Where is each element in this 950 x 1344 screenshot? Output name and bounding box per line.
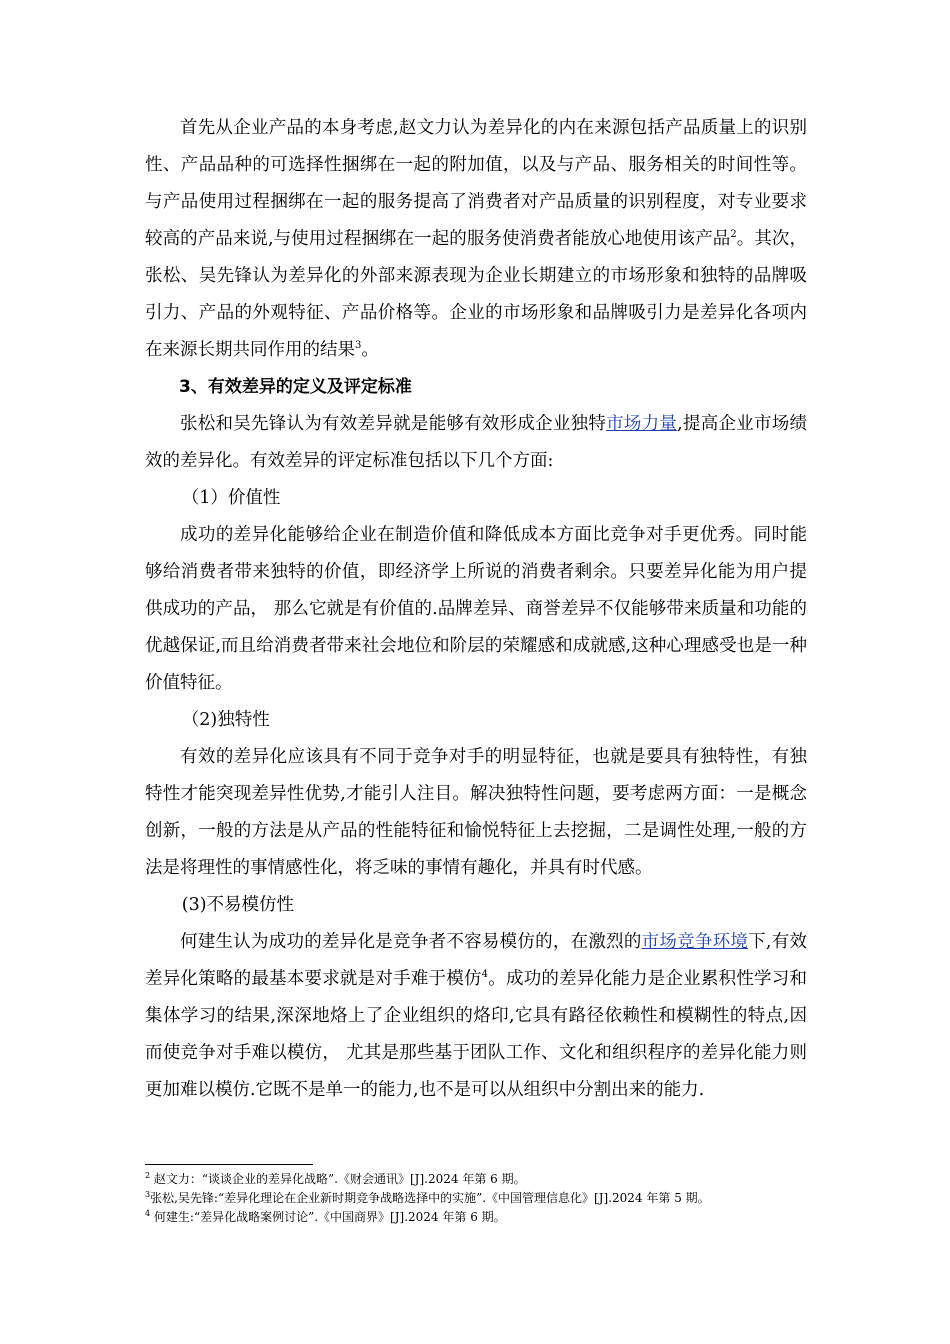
paragraph-1 xyxy=(145,110,807,369)
subheading-value: （1）价值性 xyxy=(181,488,281,508)
paragraph-4: 有效的差异化应该具有不同于竞争对手的明显特征，也就是要具有独特性，有独特性才能突现差异性优势,才能引人注目。解决独特性问题，要考虑两方面：一是概念创新，一般的方法是从产品的性能特征和愉悦特征上去挖掘，二是调性处理,一般的方法是将理性的事情感性化，将乏味的事情有趣化，并具有时代感。 xyxy=(145,747,807,878)
footnote-ref-2[interactable]: 2 xyxy=(730,229,737,241)
subheading-inimitability: (3)不易模仿性 xyxy=(181,895,295,915)
footnote-mark: 2 xyxy=(145,1171,151,1180)
paragraph-2-text-b: ,提高企业市场绩效的差异化。有效差异的评定标准包括以下几个方面: xyxy=(145,414,808,471)
subheading-uniqueness: （2)独特性 xyxy=(181,710,270,730)
paragraph-3: 成功的差异化能够给企业在制造价值和降低成本方面比竞争对手更优秀。同时能够给消费者带来独特的价值，即经济学上所说的消费者剩余。只要差异化能为用户提供成功的产品， 那么它就是有价值的.品牌差异、商誉差异不仅能够带来质量和功能的优越保证,而且给消费者带来社会地位和阶层的荣耀感和成就感,这种心理感受也是一种价值特征。 xyxy=(145,525,807,693)
footnote-text: 张松,吴先锋:“差异化理论在企业新时期竞争战略选择中的实施”.《中国管理信息化》[J].2024 年第 5 期。 xyxy=(150,1191,710,1205)
footnote-ref-3[interactable]: 3 xyxy=(355,340,362,352)
footnote-text: 赵文力：“谈谈企业的差异化战略”.《财会通讯》[J].2024 年第 6 期。 xyxy=(150,1172,526,1186)
footnote-ref-4[interactable]: 4 xyxy=(481,969,489,981)
footnote-mark: 4 xyxy=(145,1209,151,1218)
paragraph-1-text-2: 。其次，张松、吴先锋认为差异化的外部来源表现为企业长期建立的市场形象和独特的品牌吸引力、产品的外观特征、产品价格等。企业的市场形象和品牌吸引力是差异化各项内在来源长期共同作用的结果 xyxy=(145,229,808,360)
footnote-text: 何建生:“差异化战略案例讨论”.《中国商界》[J].2024 年第 6 期。 xyxy=(150,1210,506,1224)
body-text xyxy=(145,110,807,1109)
footnote-2 xyxy=(145,1170,825,1189)
footnotes xyxy=(145,1170,825,1227)
paragraph-5-text-c: 。成功的差异化能力是企业累积性学习和集体学习的结果,深深地烙上了企业组织的烙印,它具有路径依赖性和模糊性的特点,因而使竞争对手难以模仿， 尤其是那些基于团队工作、文化和组织程序的差异化能力则更加难以模仿.它既不是单一的能力,也不是可以从组织中分割出来的能力. xyxy=(145,969,807,1100)
paragraph-5-text-b: 下,有效差异化策略的最基本要求就是对手难于模仿 xyxy=(145,932,807,989)
footnote-separator xyxy=(145,1164,313,1165)
paragraph-5 xyxy=(145,924,807,1109)
footnote-mark: 3 xyxy=(145,1190,151,1199)
paragraph-1-end: 。 xyxy=(361,340,379,360)
link-market-power[interactable]: 市场力量 xyxy=(606,414,678,434)
paragraph-5-text-a: 何建生认为成功的差异化是竞争者不容易模仿的，在激烈的 xyxy=(180,932,642,952)
paragraph-2 xyxy=(145,406,807,480)
section-heading: 3、有效差异的定义及评定标准 xyxy=(179,377,412,397)
link-market-competition[interactable]: 市场竞争环境 xyxy=(641,932,749,952)
paragraph-1-text: 首先从企业产品的本身考虑,赵文力认为差异化的内在来源包括产品质量上的识别性、产品品种的可选择性捆绑在一起的附加值，以及与产品、服务相关的时间性等。与产品使用过程捆绑在一起的服务提高了消费者对产品质量的识别程度，对专业要求较高的产品来说,与使用过程捆绑在一起的服务使消费者能放心地使用该产品 xyxy=(145,118,807,249)
footnote-3 xyxy=(145,1189,825,1208)
paragraph-2-text-a: 张松和吴先锋认为有效差异就是能够有效形成企业独特 xyxy=(180,414,607,434)
footnote-4 xyxy=(145,1208,825,1227)
